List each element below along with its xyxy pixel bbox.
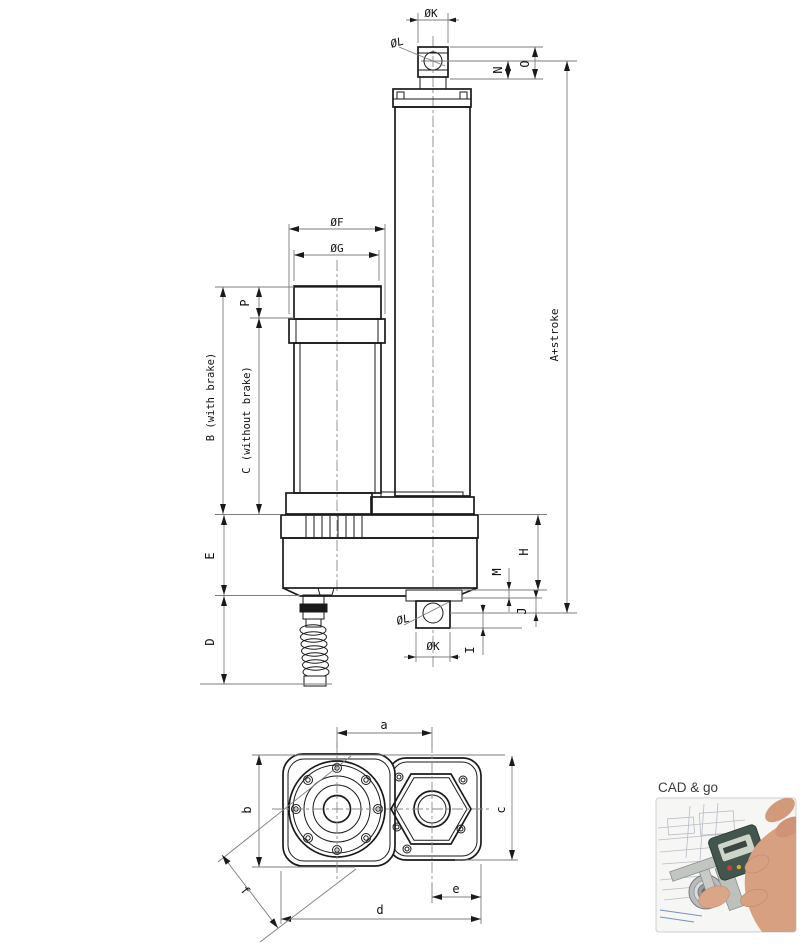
gearbox-ribs (306, 516, 362, 537)
gearbox (281, 515, 478, 596)
dim-label-bv-e: e (452, 882, 460, 896)
cad-go-label: CAD & go (658, 780, 719, 795)
cad-go-photo[interactable] (656, 793, 801, 932)
dim-label-m: M (490, 568, 504, 576)
centerlines-front (337, 36, 448, 668)
bottom-clevis (406, 590, 462, 628)
dim-label-bv-c: c (494, 806, 508, 814)
dim-label-a-stroke: A+stroke (548, 308, 561, 362)
dim-label-bv-b: b (240, 806, 254, 814)
dim-label-ol-bottom: ØL (395, 611, 412, 628)
dim-label-ok-top: ØK (424, 7, 438, 20)
dim-label-e: E (203, 552, 217, 560)
dim-label-ol-top: ØL (389, 34, 406, 51)
dim-label-h: H (517, 548, 531, 556)
cad-go-promo[interactable] (656, 780, 801, 932)
front-view-actuator (281, 47, 478, 686)
dim-label-bv-f: f (237, 883, 253, 898)
dim-label-n: N (491, 66, 505, 74)
dim-label-c: C (without brake) (241, 366, 253, 474)
cable-gland (300, 595, 329, 686)
cable-spring (300, 625, 329, 677)
dim-label-b: B (with brake) (205, 352, 217, 442)
dim-label-d: D (203, 638, 217, 646)
bottom-view-housing (283, 754, 481, 866)
dim-label-bv-d: d (376, 903, 384, 917)
outer-tube (395, 107, 470, 496)
front-view-labels (203, 7, 561, 654)
dim-label-ok-bottom: ØK (426, 640, 440, 653)
dim-label-bv-a: a (380, 718, 388, 732)
tube-cap (393, 89, 471, 107)
dim-label-j: J (515, 607, 529, 615)
dim-label-o: O (518, 60, 532, 68)
dim-label-i: I (463, 646, 477, 654)
dim-label-f-dia: ØF (330, 216, 344, 229)
dim-label-p: P (238, 299, 252, 307)
front-view-dimensions (200, 13, 577, 684)
bottom-view (218, 718, 518, 942)
dim-label-g-dia: ØG (330, 242, 344, 255)
motor (286, 286, 385, 514)
